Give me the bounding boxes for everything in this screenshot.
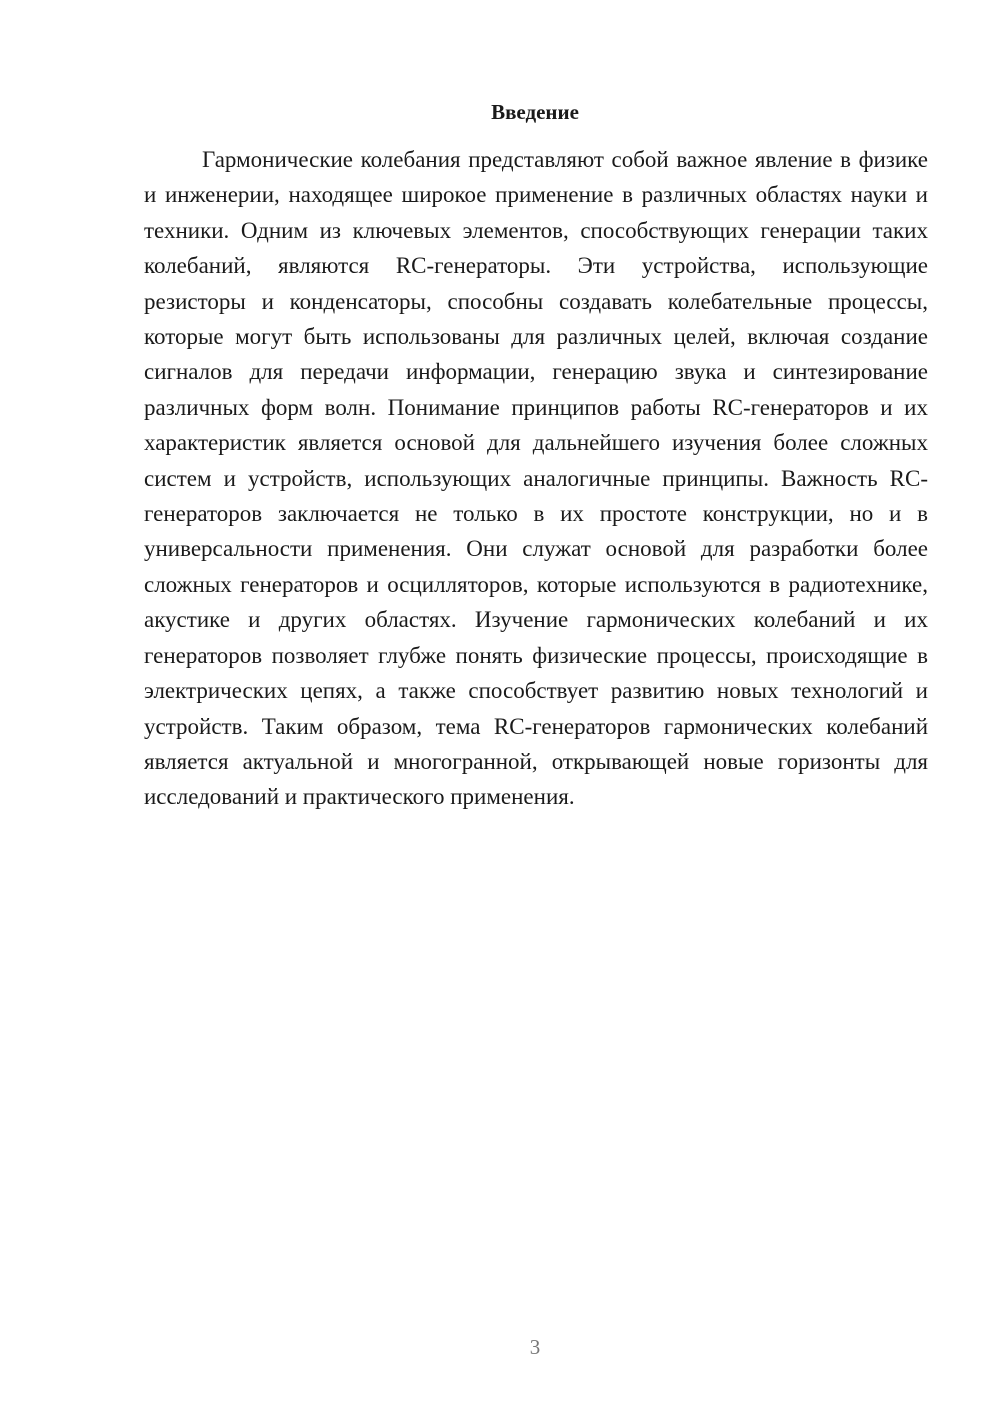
body-paragraph: Гармонические колебания представляют собой важное явление в физике и инженерии, находящее широкое применение в различных областях науки и техники. Одним из ключевых элементов, способствующих генерации таких колебаний, являются RC-генераторы. Эти устройства, использующие резисторы и конденсаторы, способны создавать колебательные процессы, которые могут быть использованы для различных целей, включая создание сигналов для передачи информации, генерацию звука и синтезирование различных форм волн. Понимание принципов работы RC-генераторов и их характеристик является основой для дальнейшего изучения более сложных систем и устройств, использующих аналогичные принципы. Важность RC-генераторов заключается не только в их простоте конструкции, но и в универсальности применения. Они служат основой для разработки более сложных генераторов и осцилляторов, которые используются в радиотехнике, акустике и других областях. Изучение гармонических колебаний и их генераторов позволяет глубже понять физические процессы, происходящие в электрических цепях, а также способствует развитию новых технологий и устройств. Таким образом, тема RC-генераторов гармонических колебаний является актуальной и многогранной, открывающей новые горизонты для исследований и практического применения. xyxy=(144,147,928,810)
page-number: 3 xyxy=(529,1335,541,1359)
section-title: Введение xyxy=(491,100,579,124)
